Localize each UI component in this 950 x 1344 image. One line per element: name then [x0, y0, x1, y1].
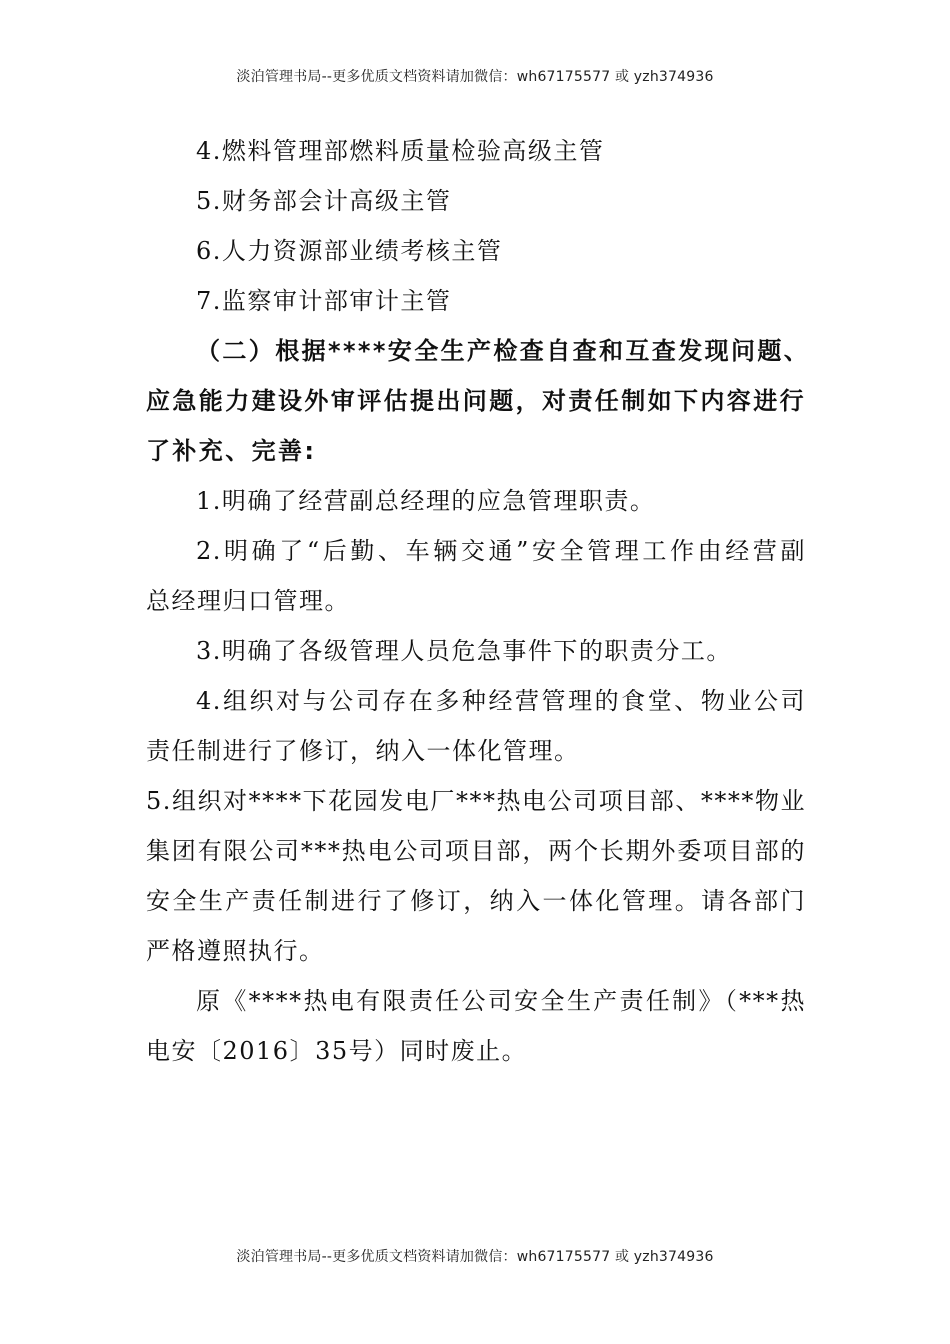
- item-5-line2: 集团有限公司***热电公司项目部，两个长期外委项目部的: [146, 837, 806, 865]
- item-5-line3: 安全生产责任制进行了修订，纳入一体化管理。请各部门: [146, 887, 806, 915]
- item-5-line1: 5.组织对****下花园发电厂***热电公司项目部、****物业: [146, 787, 806, 815]
- item-2-line1: 2.明确了“后勤、车辆交通”安全管理工作由经营副: [196, 537, 806, 565]
- item-4-line1: 4.组织对与公司存在多种经营管理的食堂、物业公司: [196, 687, 806, 715]
- list-item-4: 4.燃料管理部燃料质量检验高级主管: [196, 137, 605, 165]
- document-body: [146, 126, 811, 1076]
- section-two-heading-line3: 了补充、完善:: [146, 437, 317, 465]
- list-item-6: 6.人力资源部业绩考核主管: [196, 237, 503, 265]
- closing-line1: 原《****热电有限责任公司安全生产责任制》（***热: [196, 987, 806, 1015]
- section-two-heading-line2: 应急能力建设外审评估提出问题，对责任制如下内容进行: [146, 387, 806, 415]
- list-item-7: 7.监察审计部审计主管: [196, 287, 452, 315]
- closing-line2: 电安〔2016〕35号）同时废止。: [146, 1037, 528, 1065]
- list-item-5: 5.财务部会计高级主管: [196, 187, 452, 215]
- item-1: 1.明确了经营副总经理的应急管理职责。: [196, 487, 656, 515]
- page-header-watermark: 淡泊管理书局--更多优质文档资料请加微信：wh67175577 或 yzh374936: [236, 69, 714, 85]
- section-two-heading-line1: （二）根据****安全生产检查自查和互查发现问题、: [196, 337, 811, 365]
- item-3: 3.明确了各级管理人员危急事件下的职责分工。: [196, 637, 732, 665]
- item-5-line4: 严格遵照执行。: [146, 937, 325, 965]
- item-2-line2: 总经理归口管理。: [146, 587, 350, 615]
- item-4-line2: 责任制进行了修订，纳入一体化管理。: [146, 737, 580, 765]
- page-footer-watermark: 淡泊管理书局--更多优质文档资料请加微信：wh67175577 或 yzh374936: [236, 1249, 714, 1265]
